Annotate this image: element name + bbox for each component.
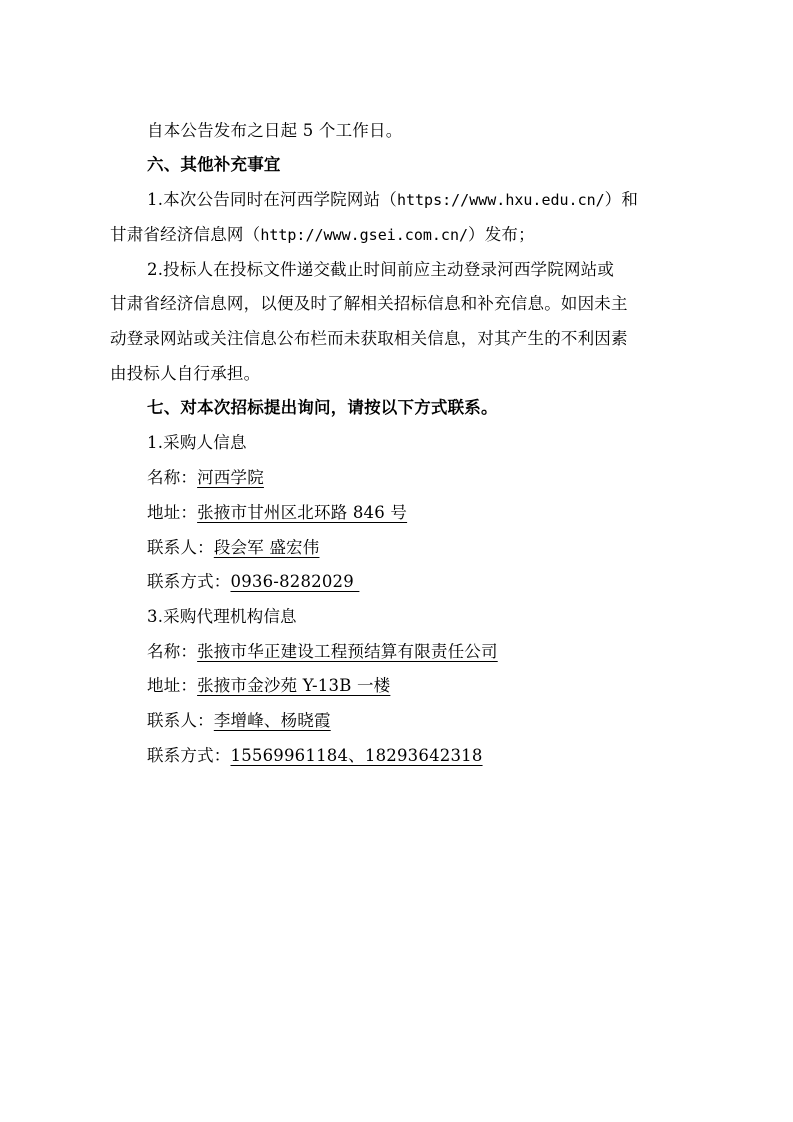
deadline-text: 自本公告发布之日起 5 个工作日。 xyxy=(147,121,403,140)
buyer-address-row xyxy=(147,503,727,523)
agency-address-value: 张掖市金沙苑 Y-13B 一楼 xyxy=(197,676,391,695)
buyer-phone-value: 0936-8282029 xyxy=(230,572,360,591)
agency-phone-label: 联系方式： xyxy=(147,746,231,765)
agency-section-title: 3.采购代理机构信息 xyxy=(147,607,297,626)
agency-name-label: 名称： xyxy=(147,642,198,661)
paragraph-2-line-4: 由投标人自行承担。 xyxy=(110,364,261,383)
buyer-name-row xyxy=(147,468,727,488)
agency-address-label: 地址： xyxy=(147,676,198,695)
hxu-url[interactable]: https://www.hxu.edu.cn/ xyxy=(396,191,605,209)
buyer-address-label: 地址： xyxy=(147,503,198,522)
paragraph-2-line-2: 甘肃省经济信息网，以便及时了解相关招标信息和补充信息。如因未主 xyxy=(110,294,628,313)
agency-address-row xyxy=(147,676,727,696)
buyer-section-title: 1.采购人信息 xyxy=(147,433,247,452)
paragraph-2-line-1: 2.投标人在投标文件递交截止时间前应主动登录河西学院网站或 xyxy=(147,260,615,279)
agency-name-value: 张掖市华正建设工程预结算有限责任公司 xyxy=(197,642,498,661)
buyer-contact-label: 联系人： xyxy=(147,538,214,557)
section-six-heading: 六、其他补充事宜 xyxy=(147,155,281,174)
agency-contact-row xyxy=(147,711,727,731)
buyer-contact-value: 段会军 盛宏伟 xyxy=(213,538,320,557)
paragraph-1-text-a: 1.本次公告同时在河西学院网站（ xyxy=(147,190,397,209)
section-seven-heading: 七、对本次招标提出询问，请按以下方式联系。 xyxy=(147,398,498,417)
agency-phone-value: 15569961184、18293642318 xyxy=(230,746,483,765)
buyer-phone-label: 联系方式： xyxy=(147,572,231,591)
buyer-name-label: 名称： xyxy=(147,468,198,487)
paragraph-1-text-d: ）发布； xyxy=(468,225,535,244)
paragraph-1-text-b: ）和 xyxy=(604,190,639,209)
buyer-phone-row xyxy=(147,572,727,592)
buyer-name-value: 河西学院 xyxy=(197,468,264,487)
paragraph-2-line-3: 动登录网站或关注信息公布栏而未获取相关信息，对其产生的不利因素 xyxy=(110,329,628,348)
gsei-url[interactable]: http://www.gsei.com.cn/ xyxy=(260,226,469,244)
paragraph-1-line-2 xyxy=(110,225,690,245)
paragraph-1-text-c: 甘肃省经济信息网（ xyxy=(110,225,261,244)
agency-contact-label: 联系人： xyxy=(147,711,214,730)
buyer-address-value: 张掖市甘州区北环路 846 号 xyxy=(197,503,408,522)
agency-phone-row xyxy=(147,746,727,766)
paragraph-1-line-1 xyxy=(147,190,727,210)
agency-contact-value: 李增峰、杨晓霞 xyxy=(213,711,331,730)
buyer-contact-row xyxy=(147,538,727,558)
agency-name-row xyxy=(147,642,727,662)
